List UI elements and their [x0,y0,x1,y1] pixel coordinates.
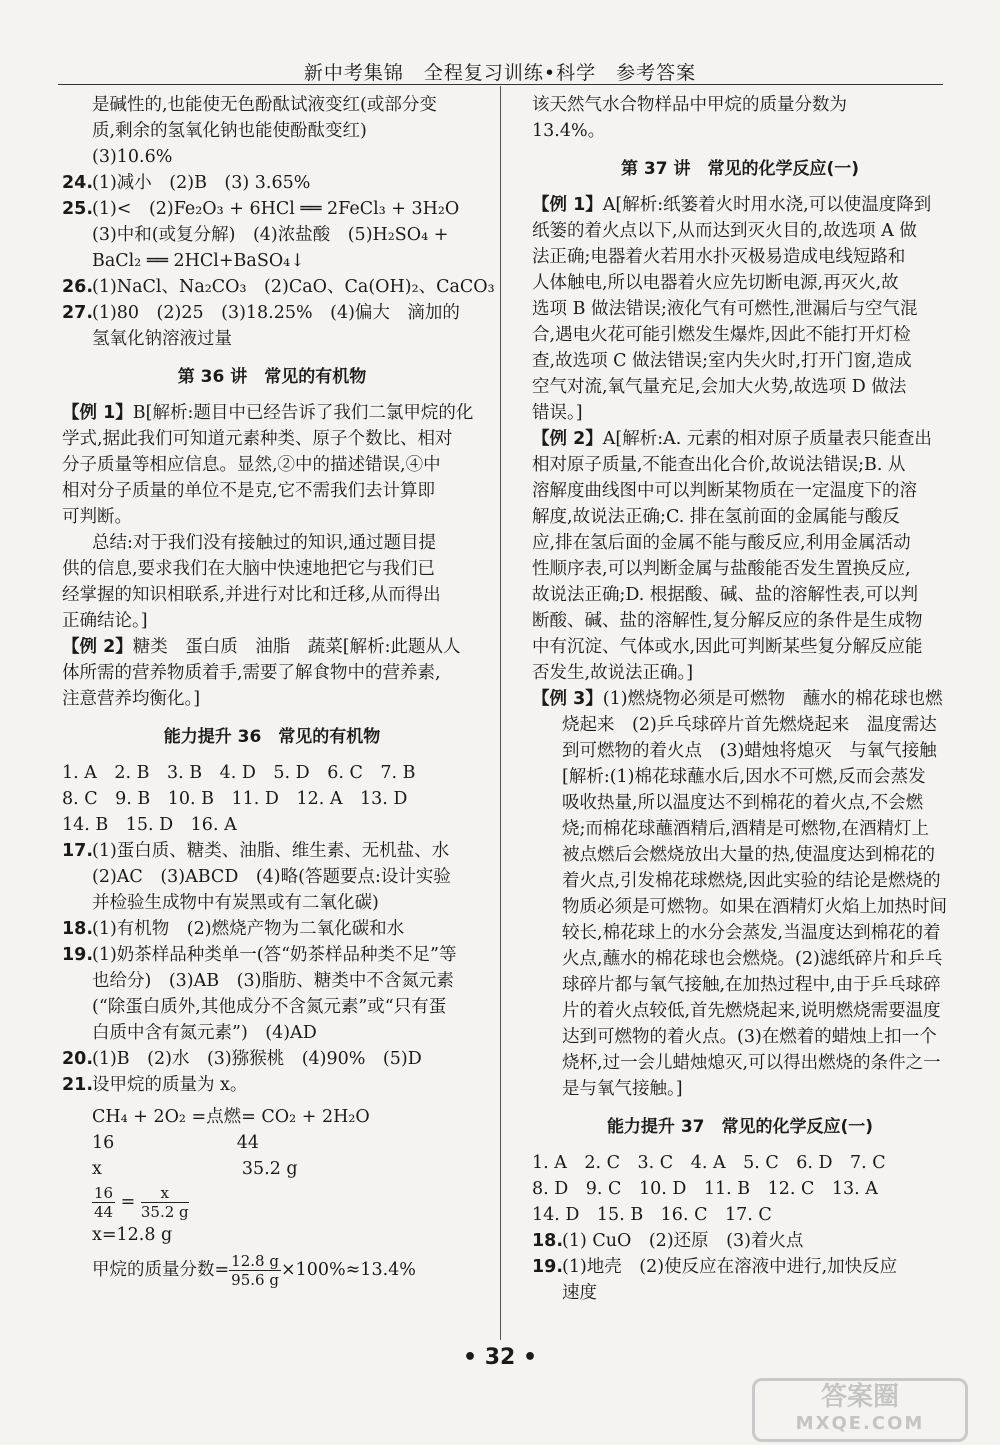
text-line [62,1020,482,1046]
line-text: 14. D 15. B 16. C 17. C [532,1205,772,1225]
text-line [62,1072,482,1098]
text-line [532,1202,948,1228]
text-line [62,1130,482,1156]
text-line: $\frac{16}{44}$ = $\frac{x}{35.2 g}$ [94,1184,189,1221]
text-line [532,118,948,144]
section-title: 能力提升 37 常见的化学反应(一) [606,1117,874,1137]
example-label: 【例 3】 [532,689,603,709]
line-text: 性顺序表,可以判断金属与盐酸能否发生置换反应, [532,559,911,579]
example-label: 【例 2】 [532,429,603,449]
line-text: BaCl₂ ══ 2HCl+BaSO₄↓ [92,251,305,271]
line-text: 氢氧化钠溶液过量 [92,329,232,349]
header-rule [58,84,943,85]
section-title: 第 37 讲 常见的化学反应(一) [620,159,860,179]
line-text: x=12.8 g [92,1225,173,1245]
text-line [62,812,482,838]
line-text: 14. B 15. D 16. A [62,815,237,835]
item-number: 25. [62,199,94,219]
numerator: 12.8 g [231,1252,279,1270]
text-line [62,760,482,786]
text-line [532,972,948,998]
fraction [141,1184,189,1221]
example-label: 【例 2】 [62,637,133,657]
line-text: 是与氧气接触。] [562,1079,683,1099]
text-line [532,296,948,322]
line-text: 较长,棉花球上的水分会蒸发,当温度达到棉花的着 [562,923,941,943]
text-line [62,326,482,352]
text-line [532,998,948,1024]
line-text: 速度 [562,1283,597,1303]
line-text: 白质中含有氮元素”) (4)AD [92,1023,317,1043]
line-text: 质,剩余的氢氧化钠也能使酚酞变红) [92,121,367,141]
text-line [532,686,948,712]
item-number: 24. [62,173,94,193]
line-text: 正确结论。] [62,611,148,631]
text-line [62,916,482,942]
text-line [532,1228,948,1254]
line-text: 该天然气水合物样品中甲烷的质量分数为 [532,95,847,115]
line-text: 火点,蘸水的棉花球也会燃烧。(2)滤纸碎片和乒乓 [562,949,943,969]
line-text: 否发生,故说法正确。] [532,663,694,683]
text-line [532,426,948,452]
line-text: (1)有机物 (2)燃烧产物为二氧化碳和水 [92,919,405,939]
text-line [532,868,948,894]
line-text: 解度,故说法正确;C. 排在氢前面的金属能与酸反 [532,507,900,527]
formula-suffix: ×100%≈13.4% [280,1260,416,1280]
text-line [62,196,482,222]
text-line [62,504,482,530]
line-text: 烧杯,过一会儿蜡烛熄灭,可以得出燃烧的条件之一 [562,1053,941,1073]
fraction [92,1184,115,1221]
text-line [532,530,948,556]
text-line [62,786,482,812]
line-text: 中有沉淀、气体或水,因此可判断某些复分解反应能 [532,637,923,657]
text-line [62,530,482,556]
text-line [62,1248,482,1292]
text-line [62,994,482,1020]
item-number: 21. [62,1075,94,1095]
denominator: 35.2 g [140,1203,189,1221]
line-text: 供的信息,要求我们在大脑中快速地把它与我们已 [62,559,436,579]
text-line [532,946,948,972]
line-text: 球碎片都与氧气接触,在加热过程中,由于乒乓球碎 [562,975,941,995]
section-title: 第 36 讲 常见的有机物 [177,367,367,387]
line-text: 是碱性的,也能使无色酚酞试液变红(或部分变 [92,95,437,115]
item-number: 18. [532,1231,564,1251]
line-text: 查,故选项 C 做法错误;室内失火时,打开门窗,造成 [532,351,912,371]
line-text: 烧起来 (2)乒乓球碎片首先燃烧起来 温度需达 [562,715,937,735]
text-line [532,270,948,296]
text-line [62,582,482,608]
text-line [532,582,948,608]
line-text: 纸篓的着火点以下,从而达到灭火目的,故选项 A 做 [532,221,917,241]
text-line [62,300,482,326]
line-text: 着火点,引发棉花球燃烧,因此实验的结论是燃烧的 [562,871,941,891]
text-line [532,738,948,764]
text-line [62,1156,482,1182]
text-line [62,890,482,916]
text-line [62,686,482,712]
text-line [532,400,948,426]
text-line [62,274,495,300]
text-line [532,712,948,738]
text-line [62,92,482,118]
text-line [62,942,482,968]
text-line [62,426,482,452]
line-text: 片的着火点较低,首先燃烧起来,说明燃烧需要温度 [562,1001,941,1021]
text-line [532,1254,948,1280]
item-number: 27. [62,303,94,323]
text-line [62,118,482,144]
line-text: 故说法正确;D. 根据酸、碱、盐的溶解性表,可以判 [532,585,918,605]
line-text: 也给分) (3)AB (3)脂肪、糖类中不含氮元素 [92,971,454,991]
line-text: 8. C 9. B 10. B 11. D 12. A 13. D [62,789,408,809]
left-column [62,92,495,1292]
line-text: 分子质量等相应信息。显然,②中的描述错误,④中 [62,455,441,475]
text-line [532,1176,948,1202]
line-text: (1)NaCl、Na₂CO₃ (2)CaO、Ca(OH)₂、CaCO₃ [92,277,495,297]
text-line [62,144,482,170]
denominator: 44 [94,1203,114,1221]
line-text: 相对分子质量的单位不是克,它不需我们去计算即 [62,481,436,501]
line-text: 物质必须是可燃物。如果在酒精灯火焰上加热时间 [562,897,947,917]
line-text: B[解析:题目中已经告诉了我们二氯甲烷的化 [132,403,474,423]
line-text: 8. D 9. C 10. D 11. B 12. C 13. A [532,1179,878,1199]
line-text: 相对原子质量,不能查出化合价,故说法错误;B. 从 [532,455,906,475]
watermark-text: 答案圈 [820,1382,899,1412]
page-number: • 32 • [462,1345,538,1370]
watermark-logo [752,1378,968,1442]
text-line [532,1050,948,1076]
line-text: (1)< (2)Fe₂O₃ + 6HCl ══ 2FeCl₃ + 3H₂O [92,199,460,219]
line-text: 被点燃后会燃烧放出大量的热,使温度达到棉花的 [562,845,936,865]
line-text: 应,排在氢后面的金属不能与酸反应,利用金属活动 [532,533,911,553]
line-text: (1)B (2)水 (3)猕猴桃 (4)90% (5)D [92,1049,422,1069]
line-text: (1) CuO (2)还原 (3)着火点 [562,1231,804,1251]
example-label: 【例 1】 [532,195,603,215]
line-text: 13.4%。 [532,121,606,141]
line-text: 人体触电,所以电器着火应先切断电源,再灭火,故 [532,273,899,293]
line-text: 断酸、碱、盐的溶解性,复分解反应的条件是生成物 [532,611,923,631]
line-text: (3)10.6% [92,147,173,167]
text-line [62,608,482,634]
column-divider [500,86,501,1340]
line-text: 体所需的营养物质着手,需要了解食物中的营养素, [62,663,441,683]
text-line [532,920,948,946]
item-number: 18. [62,919,94,939]
line-text: CH₄ + 2O₂ =点燃= CO₂ + 2H₂O [92,1107,370,1127]
line-text: 总结:对于我们没有接触过的知识,通过题目提 [92,533,436,553]
text-line [62,838,482,864]
text-line [62,222,482,248]
right-column [532,92,948,1306]
text-line [62,478,482,504]
text-line [532,660,948,686]
text-line [532,192,948,218]
text-line [62,400,482,426]
text-line [532,894,948,920]
example-label: 【例 1】 [62,403,133,423]
line-text: 经掌握的知识相联系,并进行对比和迁移,从而得出 [62,585,441,605]
item-number: 26. [62,277,94,297]
line-text: 达到可燃物的着火点。(3)在燃着的蜡烛上扣一个 [562,1027,937,1047]
line-text: 到可燃物的着火点 (3)蜡烛将熄灭 与氧气接触 [562,741,937,761]
text-line [532,348,948,374]
line-text: 糖类 蛋白质 油脂 蔬菜[解析:此题从人 [132,637,461,657]
text-line [532,452,948,478]
item-number: 19. [532,1257,564,1277]
text-line [532,842,948,868]
line-text: (1)燃烧物必须是可燃物 蘸水的棉花球也燃 [602,689,943,709]
text-line [532,478,948,504]
line-text: 注意营养均衡化。] [62,689,201,709]
text-line [532,1024,948,1050]
text-line [62,1222,482,1248]
line-text: 1. A 2. C 3. C 4. A 5. C 6. D 7. C [532,1153,886,1173]
numerator: x [141,1184,189,1203]
line-text: (1)蛋白质、糖类、油脂、维生素、无机盐、水 [92,841,450,861]
line-text: (1)80 (2)25 (3)18.25% (4)偏大 滴加的 [92,303,460,323]
line-text: 合,遇电火花可能引燃发生爆炸,因此不能打开灯检 [532,325,911,345]
text-line [532,1280,948,1306]
line-text: 并检验生成物中有炭黑或有二氧化碳) [92,893,379,913]
item-number: 20. [62,1049,94,1069]
text-line [62,1104,482,1130]
line-text: 法正确;电器着火若用水扑灭极易造成电线短路和 [532,247,906,267]
item-number: 19. [62,945,94,965]
line-text: (“除蛋白质外,其他成分不含氮元素”或“只有蛋 [92,997,447,1017]
page-header: 新中考集锦 全程复习训练•科学 参考答案 [303,62,697,84]
text-line [532,764,948,790]
text-line [62,248,482,274]
text-line [532,608,948,634]
line-text: 16 44 [92,1133,260,1153]
line-text: 1. A 2. B 3. B 4. D 5. D 6. C 7. B [62,763,416,783]
line-text: (2)AC (3)ABCD (4)略(答题要点:设计实验 [92,867,451,887]
fraction [229,1252,281,1289]
text-line [532,322,948,348]
text-line [62,660,482,686]
text-line [62,556,482,582]
text-line [62,634,482,660]
text-line [62,1046,482,1072]
line-text: 可判断。 [62,507,132,527]
item-number: 17. [62,841,94,861]
line-text: 学式,据此我们可知道元素种类、原子个数比、相对 [62,429,453,449]
text-line [62,864,482,890]
text-line [532,374,948,400]
line-text: 吸收热量,所以温度达不到棉花的着火点,不会燃 [562,793,924,813]
text-line [62,968,482,994]
text-line [532,244,948,270]
text-line [532,1150,948,1176]
line-text: 错误。] [532,403,583,423]
line-text: x 35.2 g [92,1159,298,1179]
text-line [532,218,948,244]
line-text: [解析:(1)棉花球蘸水后,因水不可燃,反而会蒸发 [562,767,926,787]
text-line [532,92,948,118]
text-line [532,556,948,582]
text-line [532,504,948,530]
text-line [532,790,948,816]
text-line [62,170,482,196]
text-line [532,1076,948,1102]
line-text: 设甲烷的质量为 x。 [92,1075,248,1095]
denominator: 95.6 g [231,1271,279,1289]
numerator: 16 [94,1184,114,1202]
text-line [532,634,948,660]
line-text: 溶解度曲线图中可以判断某物质在一定温度下的溶 [532,481,917,501]
line-text: (1)奶茶样品种类单一(答“奶茶样品种类不足”等 [92,945,457,965]
line-text: (1)地壳 (2)使反应在溶液中进行,加快反应 [562,1257,898,1277]
formula-prefix: 甲烷的质量分数= [92,1260,230,1280]
line-text: 空气对流,氧气量充足,会加大火势,故选项 D 做法 [532,377,907,397]
text-line [62,452,482,478]
line-text: (3)中和(或复分解) (4)浓盐酸 (5)H₂SO₄ + [92,225,449,245]
text-line [532,816,948,842]
line-text: (1)减小 (2)B (3) 3.65% [92,173,311,193]
line-text: A[解析:纸篓着火时用水浇,可以使温度降到 [602,195,932,215]
watermark-url: MXQE.COM [795,1413,925,1434]
line-text: 烧;而棉花球蘸酒精后,酒精是可燃物,在酒精灯上 [562,819,930,839]
line-text: 选项 B 做法错误;液化气有可燃性,泄漏后与空气混 [532,299,918,319]
section-title: 能力提升 36 常见的有机物 [163,727,381,747]
line-text: A[解析:A. 元素的相对原子质量表只能查出 [602,429,932,449]
